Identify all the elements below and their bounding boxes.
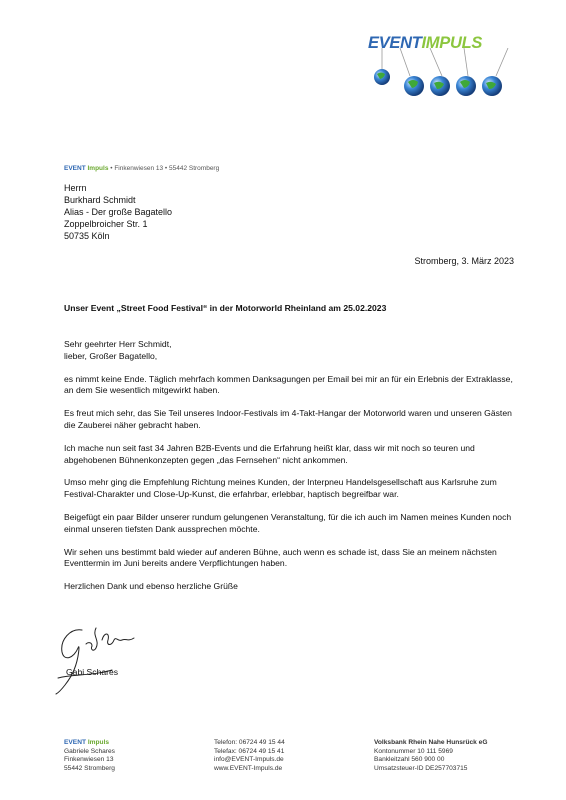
letter-body	[64, 339, 516, 604]
signer-name: Gabi Schares	[66, 667, 119, 677]
paragraph: Es freut mich sehr, das Sie Teil unseres Indoor-Festivals im 4-Takt-Hangar der Motorworld waren und unseren Gästen die Zauberei näher gebracht haben.	[64, 408, 512, 430]
footer-bank: Volksbank Rhein Nahe Hunsrück eG Kontonummer 10 111 5969 Bankleitzahl 560 900 00 Umsatzsteuer-ID DE257703715	[374, 739, 488, 772]
footer-fax: Telefax: 06724 49 15 41	[214, 747, 285, 755]
globe-icon	[368, 48, 528, 108]
paragraph: Umso mehr ging die Empfehlung Richtung meines Kunden, der Interpneu Handelsgesellschaft aus Karlsruhe zum Festival-Charakter und Close-Up-Kunst, die erfahrbar, erlebbar, haptisch begreifbar war.	[64, 477, 497, 500]
footer-phone: Telefon: 06724 49 15 44	[214, 739, 285, 746]
paragraph: es nimmt keine Ende. Täglich mehrfach kommen Danksagungen per Email bei mir an für ein Erlebnis der Extraklasse, an dem Sie wesentlich mitgewirkt haben.	[64, 373, 513, 396]
recipient-line: Burkhard Schmidt	[64, 195, 136, 205]
logo-wordmark: EVENTIMPULS	[368, 34, 483, 52]
footer-contact	[214, 739, 285, 773]
recipient-line: 50735 Köln	[64, 231, 110, 241]
footer-email-link[interactable]: info@EVENT-Impuls.de	[214, 756, 284, 763]
recipient-line: Herrn	[64, 183, 87, 193]
handwritten-signature	[52, 618, 142, 698]
footer-address: EVENT Impuls Gabriele Schares Finkenwiesen 13 55442 Stromberg	[64, 739, 115, 772]
paragraph: Beigefügt ein paar Bilder unserer rundum gelungenen Veranstaltung, für die ich auch im Namen meines Kunden noch einmal unseren tiefsten Dank aussprechen möchte.	[64, 511, 512, 534]
footer-website-link[interactable]: www.EVENT-Impuls.de	[214, 764, 283, 772]
paragraph: Ich mache nun seit fast 34 Jahren B2B-Events und die Erfahrung heißt klar, dass wir mit noch so teuren und abgehobenen Bühnenkonzepten gegen „das Fernsehen“ nicht ankommen.	[64, 442, 475, 465]
salutation: Sehr geehrter Herr Schmidt, lieber, Großer Bagatello,	[64, 339, 172, 361]
recipient-address	[64, 182, 172, 242]
recipient-line: Zoppelbroicher Str. 1	[64, 219, 148, 229]
closing: Herzlichen Dank und ebenso herzliche Grüße	[64, 581, 238, 592]
recipient-line: Alias - Der große Bagatello	[64, 207, 173, 217]
paragraph: Wir sehen uns bestimmt bald wieder auf anderen Bühne, auch wenn es schade ist, dass Sie an meinem nächsten Eventtermin im Juni bereits andere Verpflichtungen haben.	[64, 546, 497, 569]
letter-subject: Unser Event „Street Food Festival“ in der Motorworld Rheinland am 25.02.2023	[64, 303, 387, 313]
letter-date: Stromberg, 3. März 2023	[414, 256, 514, 266]
sender-line: EVENT Impuls • Finkenwiesen 13 • 55442 Stromberg	[64, 165, 220, 172]
company-logo	[368, 34, 530, 106]
